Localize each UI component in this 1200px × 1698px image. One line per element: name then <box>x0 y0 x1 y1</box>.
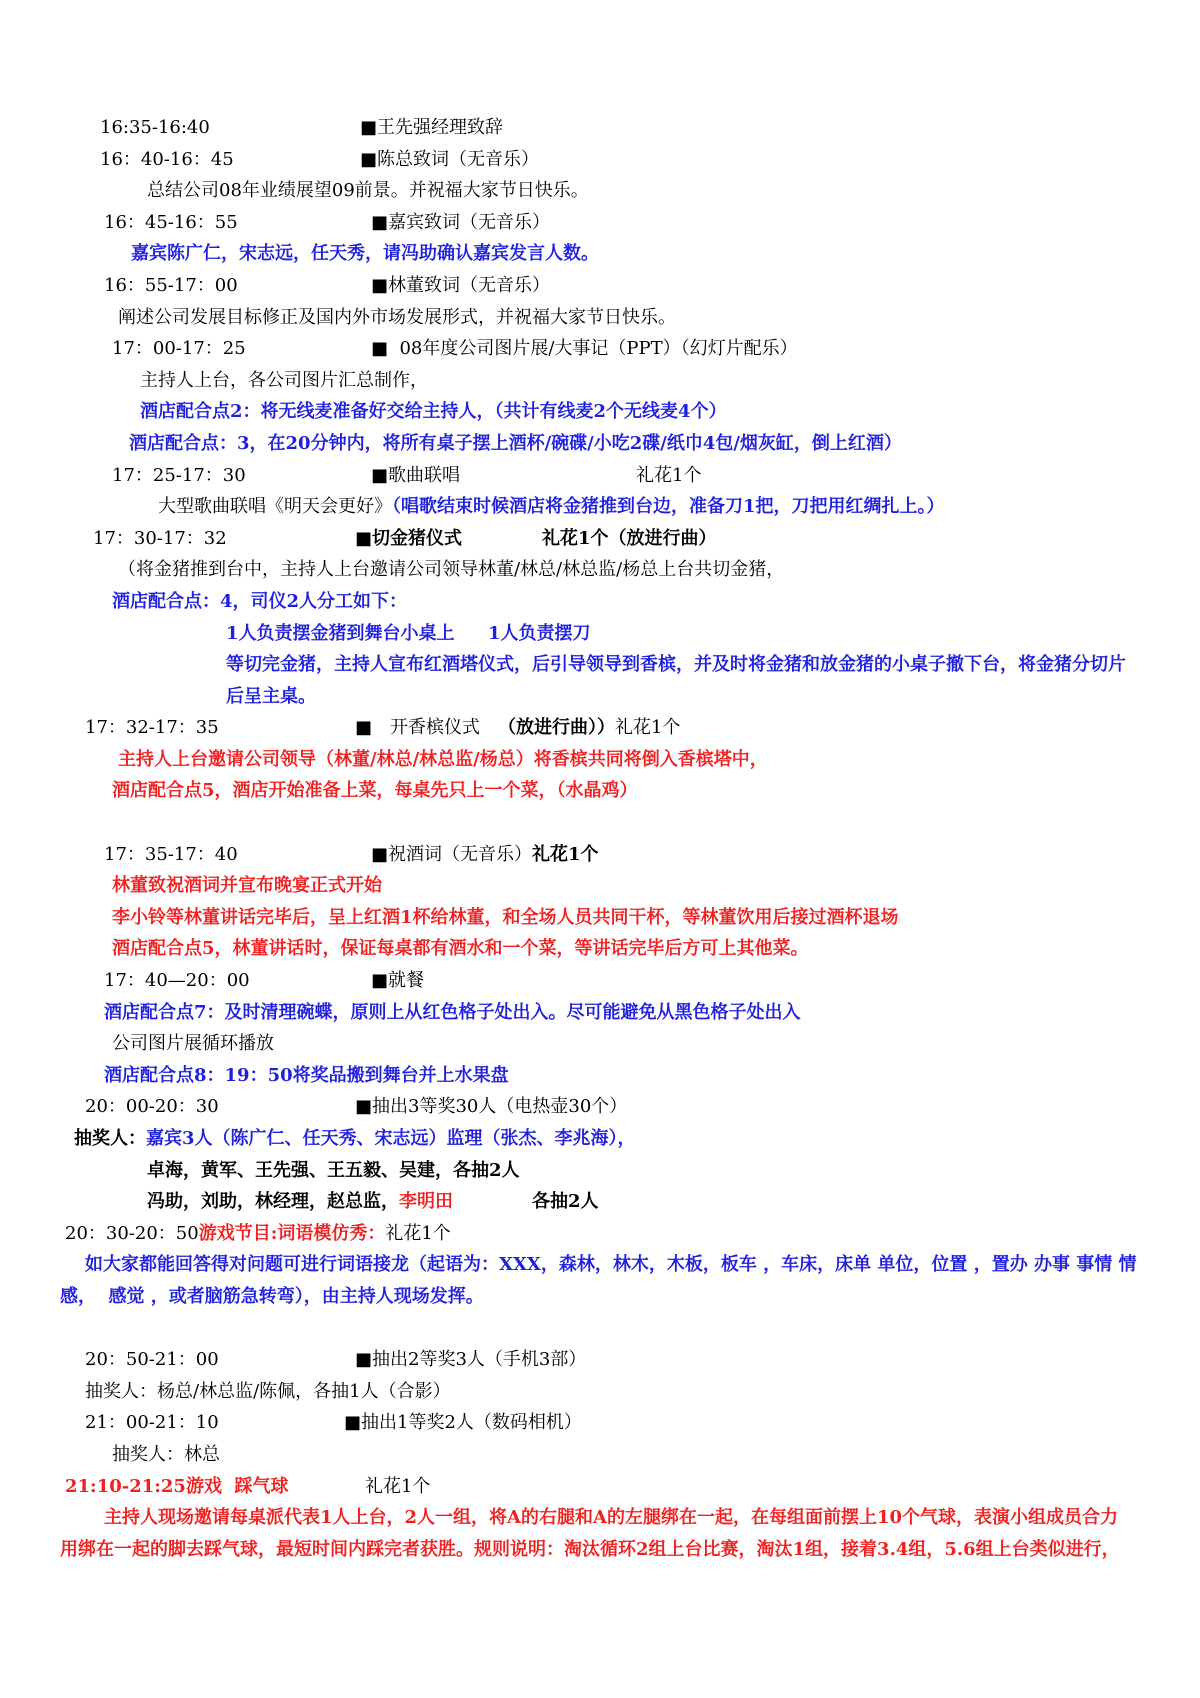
program-item: ■嘉宾致词（无音乐） <box>371 211 551 233</box>
drawer-names: 冯助，刘助，林经理，赵总监， <box>147 1191 399 1213</box>
hotel-note: 酒店配合点7：及时清理碗蝶，原则上从红色格子处出入。尽可能避免从黑色格子处出入 <box>104 1001 801 1023</box>
bullet-marker: ■ <box>355 717 373 739</box>
schedule-body <box>0 112 1200 1565</box>
program-item: 开香槟仪式 <box>390 717 480 739</box>
time-slot: 20：30-20：50 <box>65 1222 199 1244</box>
game-description: 感， 感觉 ，或者脑筋急转弯），由主持人现场发挥。 <box>60 1285 484 1307</box>
note-line <box>0 1249 1200 1281</box>
highlighted-name: 李明田 <box>399 1191 453 1213</box>
fireworks-note: 礼花1个 <box>636 464 702 486</box>
hotel-note: 酒店配合点8：19：50将奖品搬到舞台并上水果盘 <box>104 1064 509 1086</box>
schedule-line <box>0 333 1200 365</box>
hotel-note-task-a: 1人负责摆金猪到舞台小桌上 <box>226 622 455 644</box>
schedule-line <box>0 523 1200 555</box>
note-line <box>0 775 1200 807</box>
drawer-line <box>0 1376 1200 1408</box>
music-note: （放进行曲）） <box>498 717 615 739</box>
note-line <box>0 1060 1200 1092</box>
note-line <box>0 1281 1200 1313</box>
fireworks-note: 礼花1个 <box>532 843 599 865</box>
detail-line <box>0 1028 1200 1060</box>
note-line <box>0 428 1200 460</box>
drawer-count: 各抽2人 <box>532 1191 599 1213</box>
fireworks-note: 礼花1个 <box>615 717 681 739</box>
red-note: 林董致祝酒词并宣布晚宴正式开始 <box>112 875 382 897</box>
drawer-line <box>0 1186 1200 1218</box>
schedule-line <box>0 144 1200 176</box>
note-line <box>0 744 1200 776</box>
program-item: ■ 08年度公司图片展/大事记（PPT）（幻灯片配乐） <box>371 338 798 360</box>
program-item: ■王先强经理致辞 <box>360 117 504 138</box>
hotel-note: 后呈主桌。 <box>226 685 316 707</box>
program-item: ■抽出2等奖3人（手机3部） <box>355 1349 587 1371</box>
program-item: ■歌曲联唱 <box>371 464 461 486</box>
note-line <box>0 238 1200 270</box>
red-note: 主持人上台邀请公司领导（林董/林总/林总监/杨总）将香槟共同将倒入香槟塔中， <box>118 748 768 770</box>
hotel-note: （唱歌结束时候酒店将金猪推到台边，准备刀1把，刀把用红绸扎上。） <box>392 496 945 518</box>
time-slot: 20：00-20：30 <box>85 1096 219 1118</box>
time-slot: 16：55-17：00 <box>104 274 238 296</box>
fireworks-note: 礼花1个 <box>365 1475 431 1497</box>
time-slot: 16：40-16：45 <box>100 148 234 170</box>
note-line <box>0 681 1200 713</box>
note-line <box>0 902 1200 934</box>
drawer-names: 抽奖人：杨总/林总监/陈佩，各抽1人（合影） <box>85 1380 451 1402</box>
time-slot: 17：00-17：25 <box>112 338 246 360</box>
schedule-line <box>0 1344 1200 1376</box>
hotel-note: 酒店配合点：3，在20分钟内，将所有桌子摆上酒杯/碗碟/小吃2碟/纸巾4包/烟灰缸，倒上红酒） <box>129 432 902 454</box>
note-line <box>0 1502 1200 1534</box>
time-slot: 17：35-17：40 <box>104 843 238 865</box>
program-item: ■抽出3等奖30人（电热壶30个） <box>355 1096 628 1118</box>
hotel-note: 酒店配合点5，林董讲话时，保证每桌都有酒水和一个菜，等讲话完毕后方可上其他菜。 <box>112 938 809 960</box>
schedule-line <box>0 1407 1200 1439</box>
time-slot: 17：25-17：30 <box>112 464 246 486</box>
note-line <box>0 1534 1200 1566</box>
hotel-note-task-b: 1人负责摆刀 <box>488 622 591 644</box>
note-line <box>0 586 1200 618</box>
schedule-line <box>0 270 1200 302</box>
program-content <box>65 1218 451 1250</box>
drawer-names: 卓海，黄军、王先强、王五毅、吴建，各抽2人 <box>147 1159 520 1181</box>
note-line <box>0 933 1200 965</box>
blank-line <box>0 807 1200 839</box>
hotel-note: 等切完金猪，主持人宣布红酒塔仪式，后引导领导到香槟，并及时将金猪和放金猪的小桌子撤下台，将金猪分切片 <box>226 654 1126 676</box>
guest-drawers: 嘉宾3人（陈广仁、任天秀、宋志远）监理（张杰、李兆海）， <box>146 1128 636 1149</box>
schedule-line <box>0 1471 1200 1503</box>
detail-line <box>0 554 1200 586</box>
drawer-content <box>74 1123 636 1155</box>
drawer-content <box>147 1186 453 1218</box>
time-slot: 17：40—20：00 <box>104 970 250 992</box>
schedule-line <box>0 112 1200 144</box>
game-description: 主持人现场邀请每桌派代表1人上台，2人一组，将A的右腿和A的左腿绑在一起，在每组面前摆上10个气球，表演小组成员合力 <box>104 1507 1119 1529</box>
schedule-line <box>0 460 1200 492</box>
program-item: ■抽出1等奖2人（数码相机） <box>344 1412 582 1434</box>
detail-text: 主持人上台，各公司图片汇总制作， <box>140 369 428 391</box>
detail-text: 大型歌曲联唱《明天会更好》 <box>158 496 392 518</box>
game-title: 游戏节目:词语模仿秀： <box>198 1222 386 1244</box>
program-extra <box>498 712 680 744</box>
detail-line <box>0 491 1200 523</box>
fireworks-note: 礼花1个 <box>385 1222 451 1244</box>
program-content <box>371 839 599 871</box>
program-item: ■切金猪仪式 <box>355 527 463 549</box>
note-line <box>0 870 1200 902</box>
time-slot: 16:35-16:40 <box>100 117 210 138</box>
drawer-names: 抽奖人：林总 <box>112 1443 220 1465</box>
note-line <box>0 997 1200 1029</box>
program-item: ■就餐 <box>371 970 425 992</box>
time-slot: 21：00-21：10 <box>85 1412 219 1434</box>
detail-text: 总结公司08年业绩展望09前景。并祝福大家节日快乐。 <box>147 180 589 202</box>
drawer-line <box>0 1155 1200 1187</box>
program-item: ■陈总致词（无音乐） <box>360 148 540 170</box>
game-description: 如大家都能回答得对问题可进行词语接龙（起语为：XXX，森林，林木，木板，板车 ，车床，床单 单位，位置 ，置办 办事 事情 情 <box>85 1254 1137 1276</box>
hotel-note: 酒店配合点：4，司仪2人分工如下： <box>112 590 408 612</box>
time-slot: 16：45-16：55 <box>104 211 238 233</box>
program-item: ■林董致词（无音乐） <box>371 274 551 296</box>
fireworks-note: 礼花1个（放进行曲） <box>542 527 717 549</box>
detail-content <box>158 491 945 523</box>
detail-line <box>0 175 1200 207</box>
note-line <box>0 649 1200 681</box>
drawer-line <box>0 1123 1200 1155</box>
schedule-line <box>0 1091 1200 1123</box>
program-item: ■祝酒词（无音乐） <box>371 843 533 865</box>
detail-line <box>0 365 1200 397</box>
game-description: 用绑在一起的脚去踩气球，最短时间内踩完者获胜。规则说明：淘汰循环2组上台比赛，淘汰1组，接着3.4组，5.6组上台类似进行， <box>60 1538 1120 1560</box>
blank-line <box>0 1313 1200 1345</box>
schedule-line <box>0 712 1200 744</box>
schedule-line <box>0 839 1200 871</box>
red-note: 李小铃等林董讲话完毕后，呈上红酒1杯给林董，和全场人员共同干杯，等林董饮用后接过酒杯退场 <box>112 906 899 928</box>
drawer-label: 抽奖人： <box>74 1128 146 1149</box>
detail-text: 阐述公司发展目标修正及国内外市场发展形式，并祝福大家节日快乐。 <box>118 306 676 328</box>
schedule-line <box>0 1218 1200 1250</box>
drawer-line <box>0 1439 1200 1471</box>
time-slot: 20：50-21：00 <box>85 1349 219 1371</box>
note-line <box>0 396 1200 428</box>
schedule-line <box>0 207 1200 239</box>
schedule-line <box>0 965 1200 997</box>
game-title: 21:10-21:25游戏 踩气球 <box>65 1475 289 1497</box>
blue-note: 嘉宾陈广仁，宋志远，任天秀，请冯助确认嘉宾发言人数。 <box>131 243 599 265</box>
detail-text: 公司图片展循环播放 <box>112 1033 274 1055</box>
hotel-note: 酒店配合点2：将无线麦准备好交给主持人，（共计有线麦2个无线麦4个） <box>140 401 727 423</box>
detail-text: （将金猪推到台中，主持人上台邀请公司领导林董/林总/林总监/杨总上台共切金猪， <box>118 559 785 581</box>
detail-line <box>0 302 1200 334</box>
note-line <box>0 618 1200 650</box>
hotel-note: 酒店配合点5，酒店开始准备上菜，每桌先只上一个菜，（水晶鸡） <box>112 780 638 802</box>
time-slot: 17：30-17：32 <box>93 527 227 549</box>
time-slot: 17：32-17：35 <box>85 717 219 739</box>
